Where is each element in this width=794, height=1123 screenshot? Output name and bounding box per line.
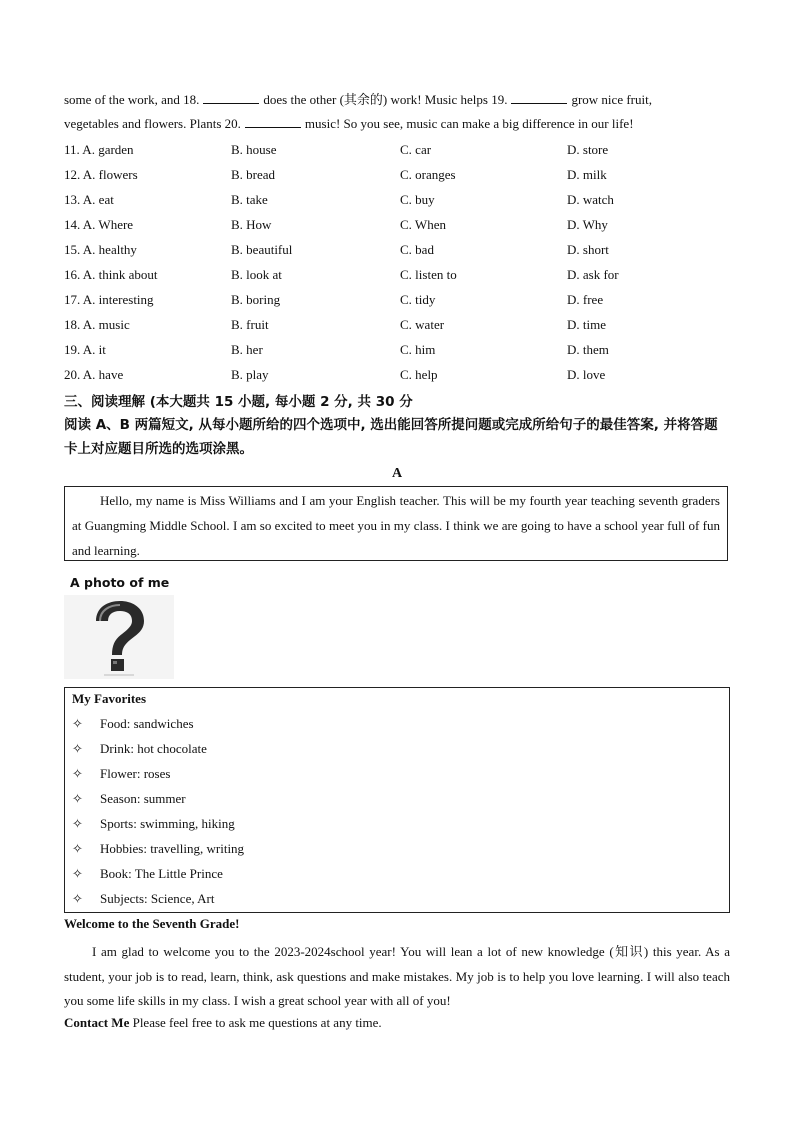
option-c: C. tidy — [400, 292, 436, 307]
passage-line2-a: vegetables and flowers. Plants 20. — [64, 116, 241, 131]
blank-19 — [511, 91, 567, 104]
option-d: D. time — [567, 317, 606, 332]
intro-text: Hello, my name is Miss Williams and I am your English teacher. This will be my fourth year teaching seventh graders at Guangming Middle School. I am so excited to meet you in my class. I think we are going to have a school year full of fun and learning. — [72, 493, 720, 558]
option-d: D. short — [567, 242, 609, 257]
favorite-item: ✧ Hobbies: travelling, writing — [72, 841, 245, 857]
option-b: B. fruit — [231, 317, 269, 332]
passage-line1-a: some of the work, and 18. — [64, 92, 200, 107]
section-title: 三、阅读理解 (本大题共 15 小题, 每小题 2 分, 共 30 分 — [64, 394, 413, 410]
option-d: D. free — [567, 292, 604, 307]
option-c: C. car — [400, 142, 432, 157]
option-b: B. How — [231, 217, 272, 232]
question-11-options — [64, 142, 734, 167]
option-d: D. ask for — [567, 267, 619, 282]
passage-label: A — [391, 466, 403, 481]
option-a: 12. A. flowers — [64, 167, 138, 182]
option-c: C. help — [400, 367, 438, 382]
question-19-options — [64, 342, 734, 367]
option-d: D. milk — [567, 167, 607, 182]
blank-18 — [203, 91, 259, 104]
favorites-box — [64, 687, 730, 913]
option-c: C. oranges — [400, 167, 456, 182]
favorite-item: ✧ Book: The Little Prince — [72, 866, 223, 882]
option-a: 11. A. garden — [64, 142, 134, 157]
question-12-options — [64, 167, 734, 192]
star-bullet-icon: ✧ — [72, 767, 83, 782]
cloze-passage-end — [64, 88, 730, 136]
favorite-item: ✧ Food: sandwiches — [72, 716, 194, 732]
question-18-options — [64, 317, 734, 342]
welcome-body: I am glad to welcome you to the 2023-2024school year! You will lean a lot of new knowledge (知识) this year. As a student, your job is to read, learn, think, ask questions and make mistakes. My job is to help you love learning. I will also teach you some life skills in my class. I wish a great school year with all of you! — [64, 944, 730, 1008]
question-13-options — [64, 192, 734, 217]
favorite-item: ✧ Sports: swimming, hiking — [72, 816, 235, 832]
option-b: B. bread — [231, 167, 276, 182]
question-17-options — [64, 292, 734, 317]
favorite-item: ✧ Flower: roses — [72, 766, 171, 782]
passage-line1-b: does the other (其余的) work! Music helps 19. — [263, 92, 508, 107]
option-b: B. boring — [231, 292, 281, 307]
contact-text: Please feel free to ask me questions at any time. — [129, 1015, 382, 1030]
option-c: C. When — [400, 217, 446, 232]
option-b: B. beautiful — [231, 242, 293, 257]
option-d: D. Why — [567, 217, 608, 232]
option-d: D. them — [567, 342, 609, 357]
contact-line — [64, 1015, 382, 1031]
option-b: B. her — [231, 342, 263, 357]
blank-20 — [245, 115, 301, 128]
option-b: B. play — [231, 367, 269, 382]
passage-line2-b: music! So you see, music can make a big difference in our life! — [304, 116, 634, 131]
question-mark-icon — [64, 595, 174, 679]
star-bullet-icon: ✧ — [72, 717, 83, 732]
question-20-options — [64, 367, 734, 392]
intro-box — [64, 486, 728, 561]
passage-line1-c: grow nice fruit, — [571, 92, 652, 107]
option-c: C. him — [400, 342, 436, 357]
favorites-title: My Favorites — [72, 691, 147, 706]
option-a: 20. A. have — [64, 367, 124, 382]
favorite-item: ✧ Drink: hot chocolate — [72, 741, 207, 757]
star-bullet-icon: ✧ — [72, 792, 83, 807]
option-d: D. store — [567, 142, 609, 157]
option-c: C. buy — [400, 192, 435, 207]
option-a: 19. A. it — [64, 342, 106, 357]
star-bullet-icon: ✧ — [72, 817, 83, 832]
option-b: B. take — [231, 192, 268, 207]
option-a: 18. A. music — [64, 317, 130, 332]
question-15-options — [64, 242, 734, 267]
option-a: 15. A. healthy — [64, 242, 137, 257]
photo-caption: A photo of me — [70, 575, 170, 590]
question-mark-image — [64, 595, 174, 679]
option-b: B. look at — [231, 267, 282, 282]
star-bullet-icon: ✧ — [72, 892, 83, 907]
contact-label: Contact Me — [64, 1015, 130, 1030]
option-d: D. watch — [567, 192, 614, 207]
option-a: 16. A. think about — [64, 267, 158, 282]
question-16-options — [64, 267, 734, 292]
option-b: B. house — [231, 142, 277, 157]
question-14-options — [64, 217, 734, 242]
star-bullet-icon: ✧ — [72, 742, 83, 757]
welcome-title: Welcome to the Seventh Grade! — [64, 916, 240, 931]
option-a: 13. A. eat — [64, 192, 114, 207]
option-c: C. listen to — [400, 267, 457, 282]
option-a: 14. A. Where — [64, 217, 134, 232]
section-instruction: 阅读 A、B 两篇短文, 从每小题所给的四个选项中, 选出能回答所提问题或完成所给句子的最佳答案, 并将答题卡上对应题目所选的选项涂黑。 — [64, 417, 718, 457]
favorite-item: ✧ Subjects: Science, Art — [72, 891, 215, 907]
option-a: 17. A. interesting — [64, 292, 154, 307]
option-c: C. bad — [400, 242, 434, 257]
favorite-item: ✧ Season: summer — [72, 791, 186, 807]
star-bullet-icon: ✧ — [72, 867, 83, 882]
option-c: C. water — [400, 317, 445, 332]
star-bullet-icon: ✧ — [72, 842, 83, 857]
option-d: D. love — [567, 367, 606, 382]
